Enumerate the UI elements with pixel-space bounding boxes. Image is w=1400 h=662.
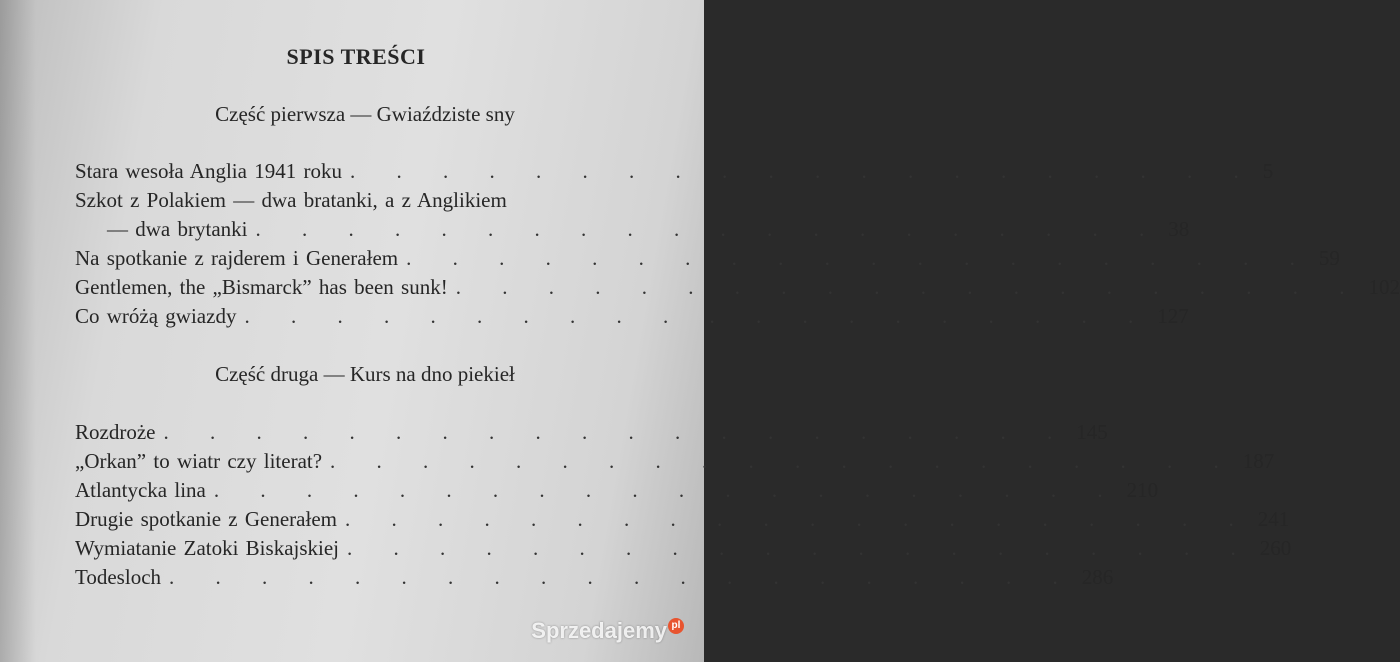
toc-entry-title: — dwa brytanki <box>107 217 248 241</box>
toc-leader-dots: . . . . . . . . . . . . . . . . . . . . <box>213 478 1121 502</box>
toc-entry-title: „Orkan” to wiatr czy literat? <box>75 449 323 473</box>
toc-entry-title: Szkot z Polakiem — dwa bratanki, a z Anglikiem <box>75 188 507 212</box>
toc-entry-title: Rozdroże <box>75 420 156 444</box>
watermark-domain-badge: pl <box>668 618 684 634</box>
toc-entry <box>75 244 1340 273</box>
toc-entry-title: Stara wesoła Anglia 1941 roku <box>75 159 342 183</box>
toc-entry <box>75 273 1400 302</box>
toc-entry <box>75 476 1159 505</box>
toc-entry <box>75 534 1292 563</box>
toc-entry-page: 145 <box>1076 420 1108 444</box>
toc-entry <box>75 563 1114 592</box>
part-one-toc <box>75 157 1400 331</box>
toc-entry-page: 102 <box>1368 275 1400 299</box>
toc-entry <box>75 418 1108 447</box>
toc-entry-title: Na spotkanie z rajderem i Generałem <box>75 246 399 270</box>
toc-leader-dots: . . . . . . . . . . . . . . . . . . . . <box>163 420 1071 444</box>
watermark-text: Sprzedajemy <box>531 618 667 643</box>
toc-entry-page: 38 <box>1168 217 1190 241</box>
toc-entry-page: 59 <box>1318 246 1340 270</box>
toc-leader-dots: . . . . . . . . . . . . . . . . . . . . <box>349 159 1257 183</box>
toc-entry <box>75 505 1290 534</box>
toc-entry-page: 5 <box>1262 159 1274 183</box>
toc-entry-title: Co wróżą gwiazdy <box>75 304 237 328</box>
toc-entry <box>75 447 1275 476</box>
part-one-heading: Część pierwsza — Gwiaździste sny <box>215 102 515 126</box>
toc-entry <box>75 157 1274 186</box>
toc-leader-dots: . . . . . . . . . . . . . . . . . . . . <box>330 449 1237 473</box>
toc-entry <box>75 186 657 215</box>
toc-entry-title: Wymiatanie Zatoki Biskajskiej <box>75 536 340 560</box>
toc-entry-page: 286 <box>1081 565 1114 589</box>
toc-entry-page: 260 <box>1259 536 1292 560</box>
toc-entry-page: 127 <box>1157 304 1189 328</box>
toc-entry-page: 210 <box>1126 478 1159 502</box>
watermark-logo <box>531 618 684 644</box>
toc-leader-dots: . . . . . . . . . . . . . . . . . . . . <box>244 304 1152 328</box>
part-two-toc <box>75 418 1292 592</box>
page-shadow <box>0 0 36 662</box>
part-two-heading: Część druga — Kurs na dno piekieł <box>215 362 515 386</box>
toc-entry-title: Atlantycka lina <box>75 478 206 502</box>
toc-entry <box>75 215 1190 244</box>
toc-leader-dots: . . . . . . . . . . . . . . . . . . . . <box>169 565 1076 589</box>
toc-entry <box>75 302 1189 331</box>
toc-entry-title: Todesloch <box>75 565 162 589</box>
toc-leader-dots: . . . . . . . . . . . . . . . . . . . . <box>344 507 1252 531</box>
toc-entry-title: Drugie spotkanie z Generałem <box>75 507 337 531</box>
page-title: SPIS TREŚCI <box>286 44 426 69</box>
toc-entry-page: 187 <box>1242 449 1275 473</box>
toc-entry-title: Gentlemen, the „Bismarck” has been sunk! <box>75 275 448 299</box>
toc-leader-dots: . . . . . . . . . . . . . . . . . . . . <box>255 217 1163 241</box>
toc-leader-dots: . . . . . . . . . . . . . . . . . . . . <box>455 275 1363 299</box>
toc-leader-dots: . . . . . . . . . . . . . . . . . . . . <box>406 246 1313 270</box>
toc-entry-page: 241 <box>1257 507 1290 531</box>
toc-leader-dots: . . . . . . . . . . . . . . . . . . . . <box>347 536 1254 560</box>
